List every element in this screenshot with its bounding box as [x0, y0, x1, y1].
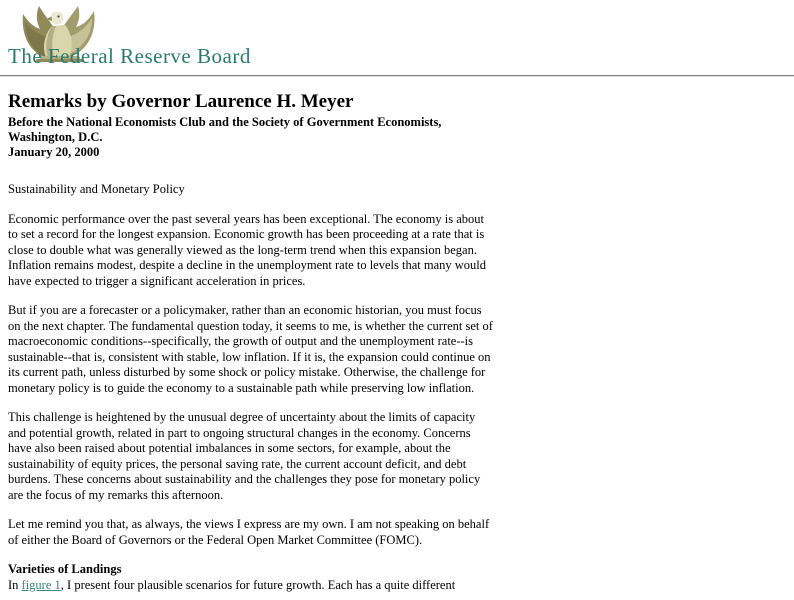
venue-line: Before the National Economists Club and the Society of Government Economists, [8, 115, 442, 129]
paragraph: Let me remind you that, as always, the views I express are my own. I am not speaking on behalf of either the Board of Governors or the Federal Open Market Committee (FOMC). [8, 517, 490, 547]
section-subheading: Varieties of Landings [8, 562, 122, 576]
byline [8, 115, 494, 160]
paragraph: Economic performance over the past several years has been exceptional. The economy is about to set a record for the longest expansion. Economic growth has been proceeding at a rate that is close to double what was generally viewed as the long-term trend when this expansion began. Inflation remains modest, despite a decline in the unemployment rate to levels that many would have expected to trigger a significant acceleration in prices. [8, 211, 486, 288]
speech-date: January 20, 2000 [8, 145, 100, 159]
venue-city: Washington, D.C. [8, 130, 103, 144]
page-title: Remarks by Governor Laurence H. Meyer [8, 91, 354, 112]
sentence-post: , I present four plausible scenarios for future growth. Each has a quite different [60, 577, 456, 592]
paragraph: This challenge is heightened by the unusual degree of uncertainty about the limits of capacity and potential growth, related in part to ongoing structural changes in the economy. Concerns have also been raised about potential imbalances in some sectors, for example, about the sustainability of equity prices, the personal saving rate, the current account deficit, and debt burdens. These concerns about sustainability and the challenges they pose for monetary policy are the focus of my remarks this afternoon. [8, 410, 481, 502]
speech-title: Sustainability and Monetary Policy [8, 182, 185, 196]
masthead [8, 4, 786, 66]
header-divider [0, 75, 794, 77]
figure-sentence [8, 578, 455, 592]
brand-title: The Federal Reserve Board [8, 44, 251, 68]
speech-content [8, 91, 494, 593]
varieties-section [8, 562, 494, 593]
paragraph: But if you are a forecaster or a policymaker, rather than an economic historian, you must focus on the next chapter. The fundamental question today, it seems to me, is whether the current set of macroeconomic conditions--specifically, the growth of output and the unemployment rate--is sustainable--that is, consistent with stable, low inflation. If it is, the expansion could continue on its current path, unless disturbed by some shock or policy mistake. Otherwise, the challenge for monetary policy is to guide the economy to a sustainable path while preserving low inflation. [8, 303, 493, 395]
figure-1-link[interactable]: figure 1 [21, 577, 61, 592]
sentence-pre: In [8, 577, 22, 592]
